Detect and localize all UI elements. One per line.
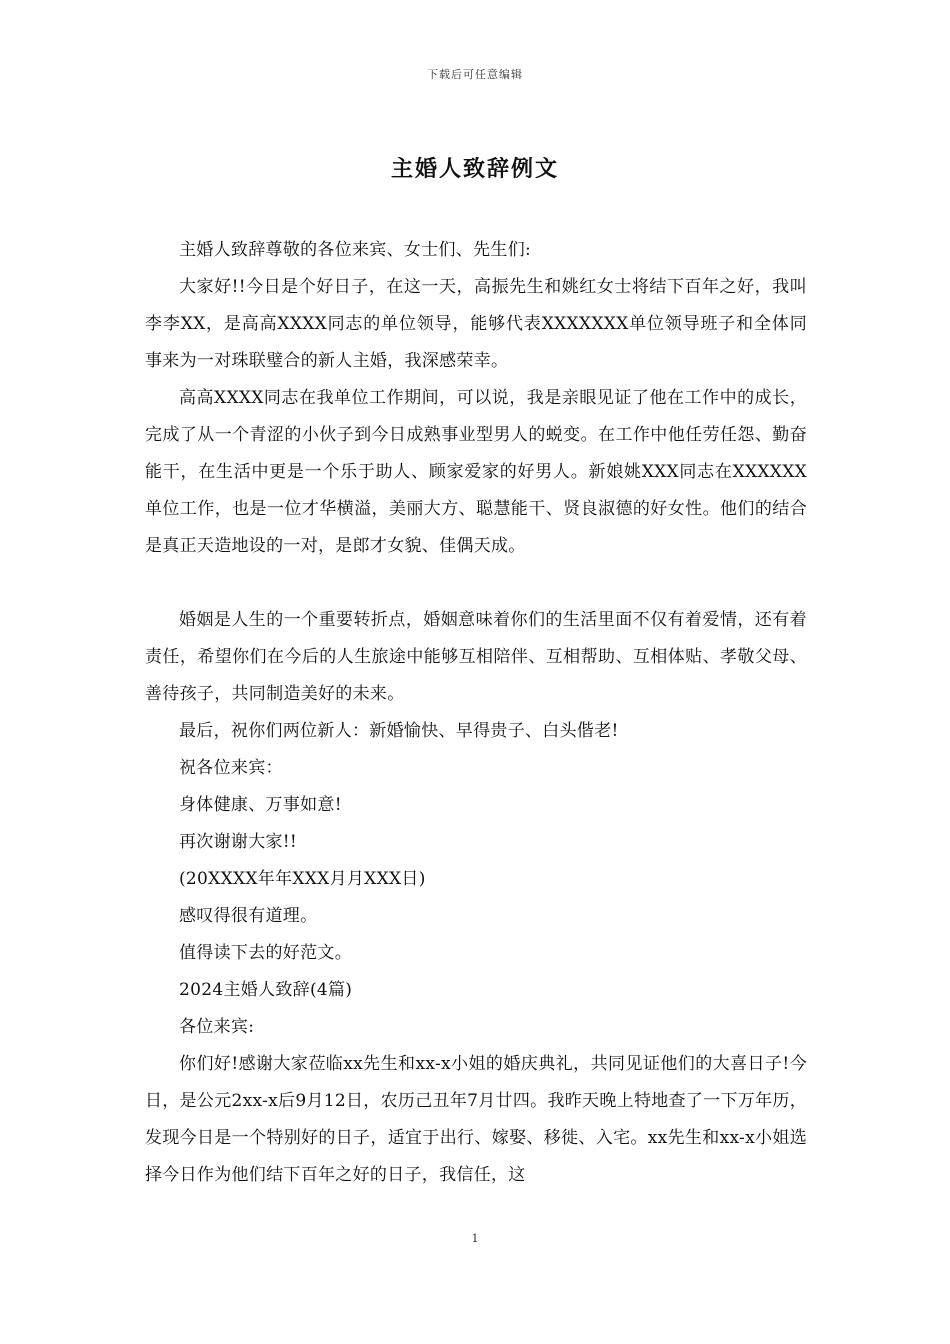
paragraph-blessing: 最后，祝你们两位新人：新婚愉快、早得贵子、白头偕老!: [179, 721, 619, 741]
paragraph-comment-1: 感叹得很有道理。: [179, 906, 318, 926]
paragraph-salutation: 主婚人致辞尊敬的各位来宾、女士们、先生们:: [179, 240, 532, 260]
paragraph-groom-intro: 高高XXXX同志在我单位工作期间，可以说，我是亲眼见证了他在工作中的成长，完成了从一个青涩的小伙子到今日成熟事业型男人的蜕变。在工作中他任劳任怨、勤奋能干，在生活中更是一个乐于助人、顾家爱家的好男人。新娘姚XXX同志在XXXXXX单位工作，也是一位才华横溢，美丽大方、聪慧能干、贤良淑德的好女性。他们的结合是真正天造地设的一对，是郎才女貌、佳偶天成。: [145, 388, 807, 556]
paragraph-date: (20XXXX年年XXX月月XXX日): [179, 869, 426, 889]
document-title: 主婚人致辞例文: [390, 156, 559, 182]
paragraph-guests-wish: 祝各位来宾：: [179, 758, 283, 778]
document-body: [145, 232, 807, 1194]
paragraph-health-wish: 身体健康、万事如意!: [179, 795, 342, 815]
paragraph-comment-2: 值得读下去的好范文。: [179, 943, 352, 963]
page-number: 1: [471, 1232, 479, 1245]
header-note: 下载后可任意编辑: [427, 68, 523, 81]
paragraph-salutation-2: 各位来宾:: [179, 1017, 255, 1037]
paragraph-section-heading: 2024主婚人致辞(4篇): [179, 980, 353, 1000]
paragraph-speech-2: 你们好!感谢大家莅临xx先生和xx-x小姐的婚庆典礼，共同见证他们的大喜日子!今日，是公元2xx-x后9月12日，农历己丑年7月廿四。我昨天晚上特地查了一下万年历，发现今日是一个特别好的日子，适宜于出行、嫁娶、移徙、入宅。xx先生和xx-x小姐选择今日作为他们结下百年之好的日子，我信任，这: [145, 1054, 807, 1185]
paragraph-marriage: 婚姻是人生的一个重要转折点，婚姻意味着你们的生活里面不仅有着爱情，还有着责任，希望你们在今后的人生旅途中能够互相陪伴、互相帮助、互相体贴、孝敬父母、善待孩子，共同制造美好的未来。: [145, 610, 807, 704]
paragraph-thanks: 再次谢谢大家!!: [179, 832, 298, 852]
paragraph-greeting: 大家好!!今日是个好日子，在这一天，高振先生和姚红女士将结下百年之好，我叫李李XX，是高高XXXX同志的单位领导，能够代表XXXXXXX单位领导班子和全体同事来为一对珠联璧合的新人主婚，我深感荣幸。: [145, 277, 807, 371]
paragraph-spacer: [145, 565, 807, 602]
